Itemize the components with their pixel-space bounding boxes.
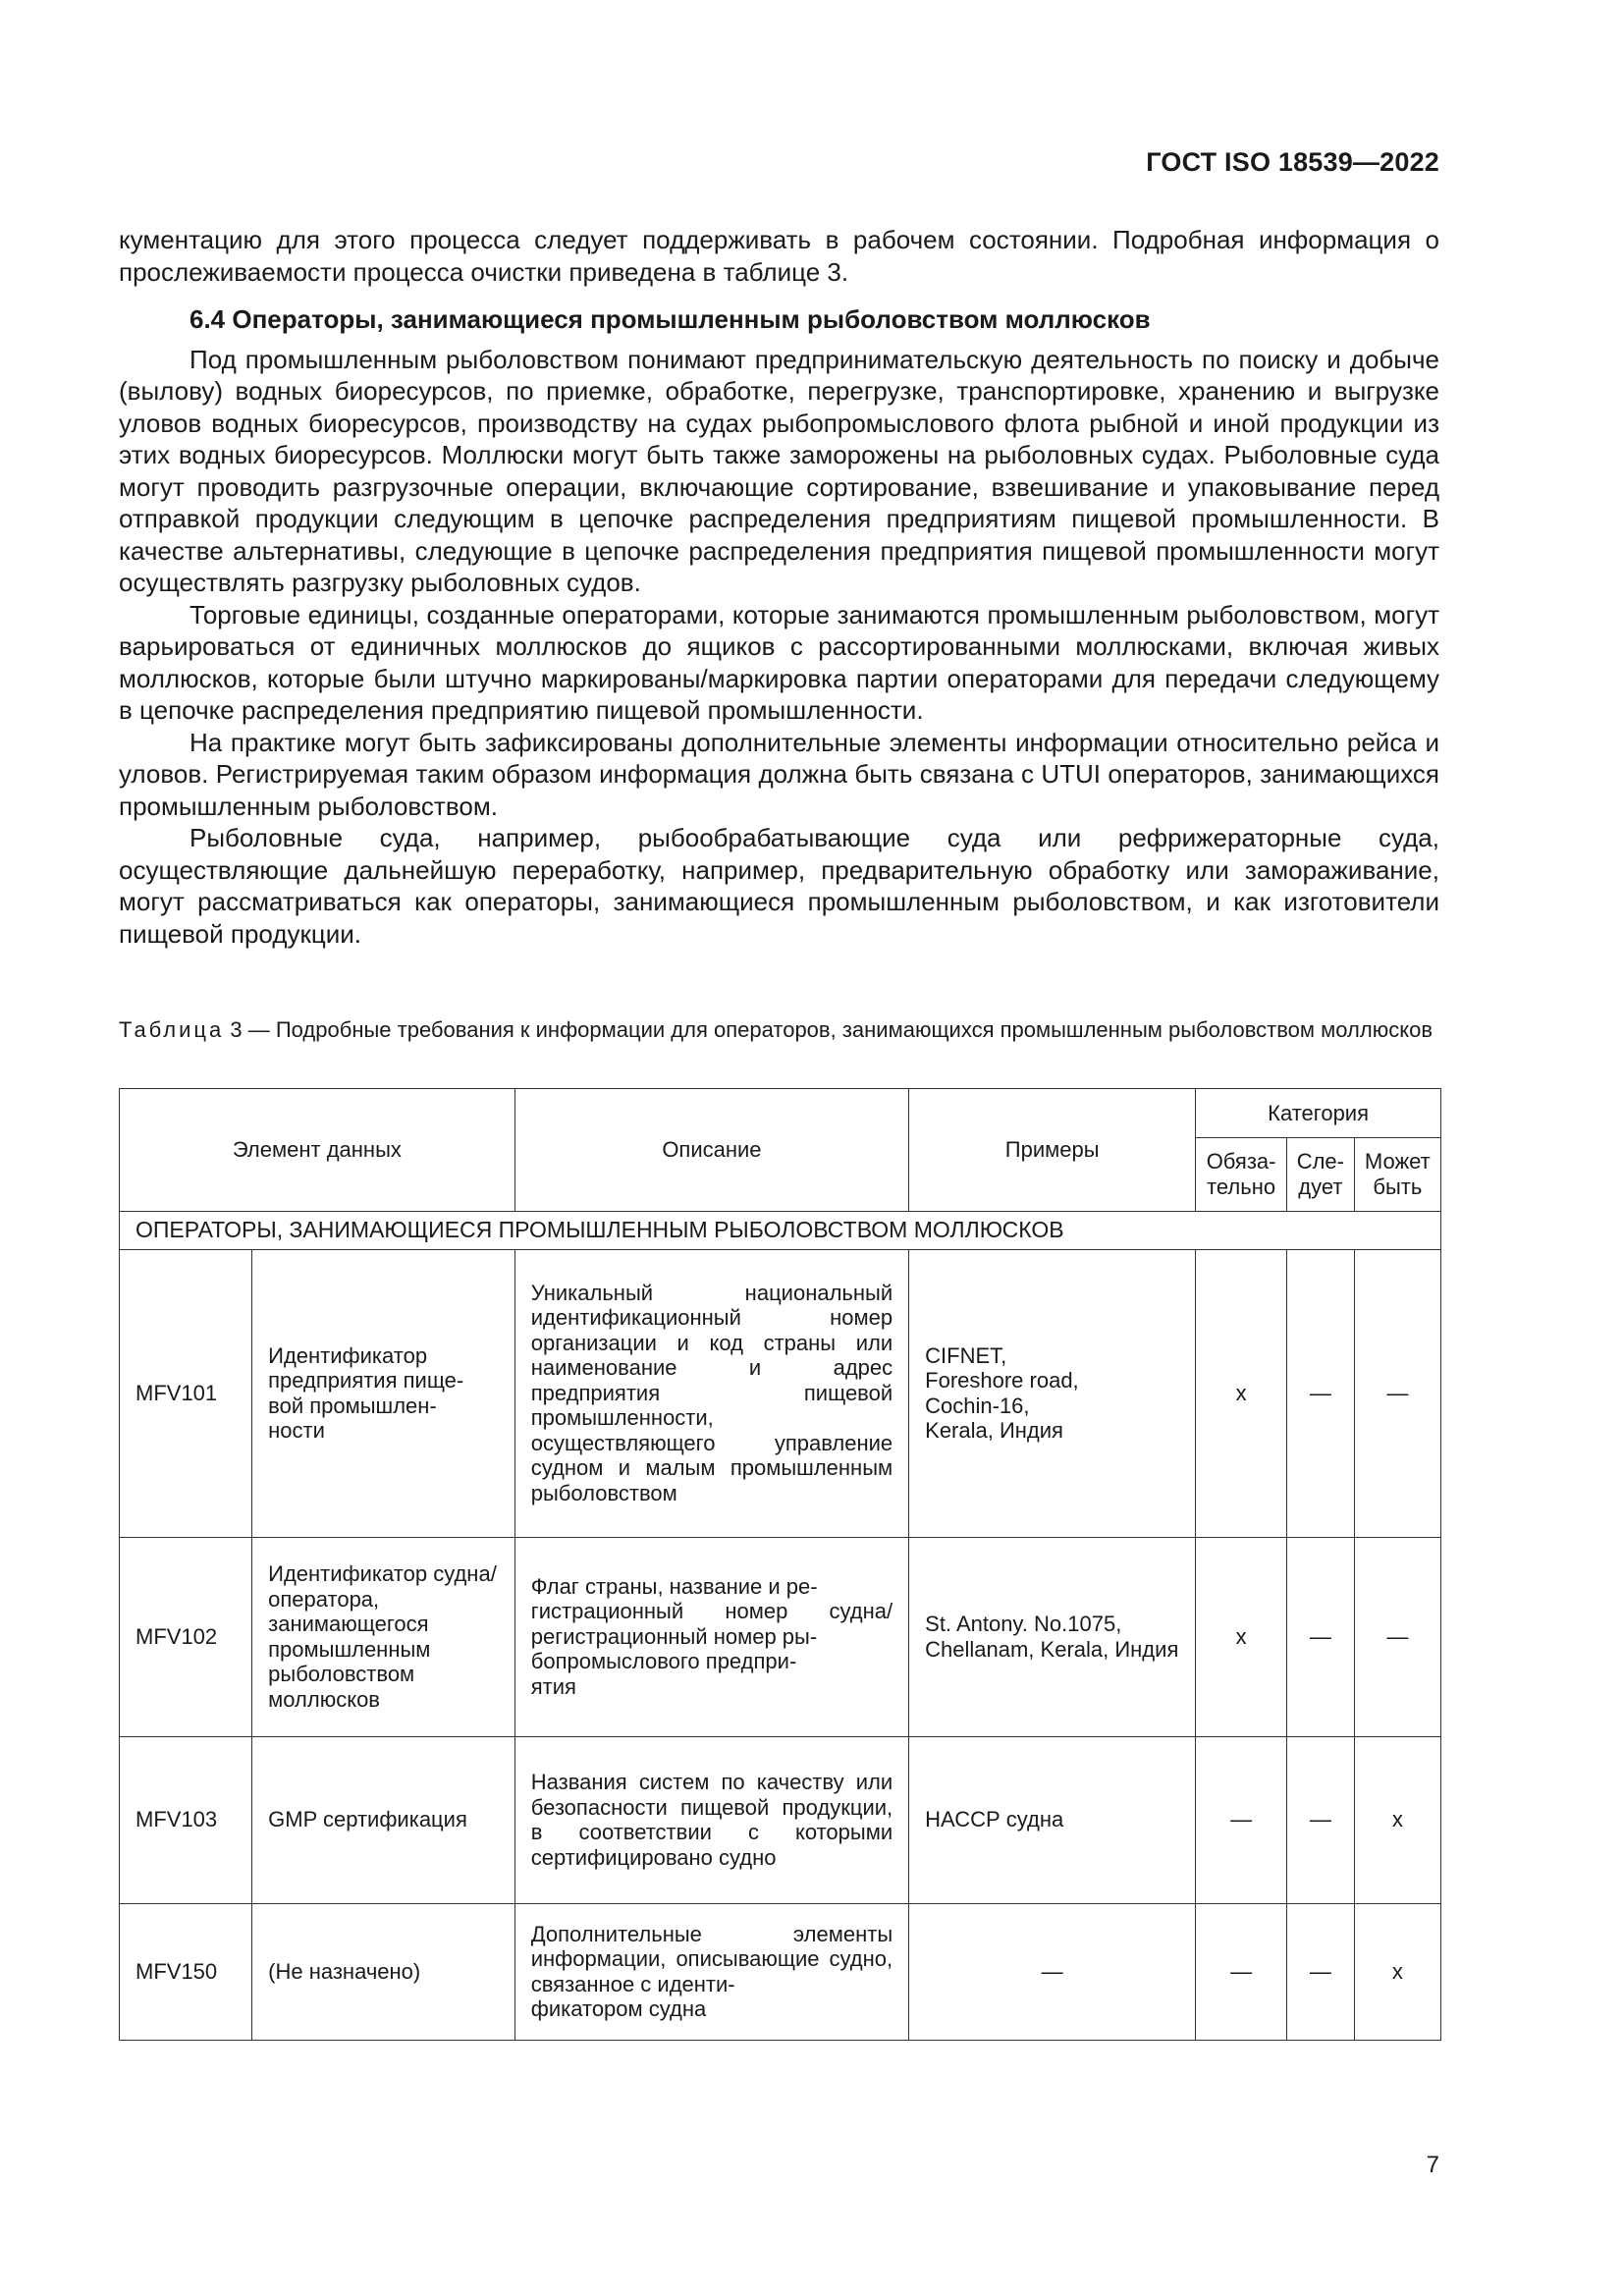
row-description: Названия систем по качеству или безопасности пищевой продукции, в соответствии с которыми сертифицировано судно — [514, 1736, 908, 1903]
paragraph: Торговые единицы, созданные операторами, которые занимаются промышленным рыболовством, могут варьироваться от единичных моллюсков до ящиков с рассортированными моллюсками, включая живых моллюсков, которые были штучно маркированы/маркировка партии операторами для передачи следующему в цепочке распределения предприятию пищевой промышленности. — [119, 599, 1439, 725]
requirements-table — [119, 1088, 1441, 2041]
row-description: Дополнительные элементы информации, описывающие судно, связанное с иденти- фикатором судна — [514, 1903, 908, 2040]
row-description: Уникальный национальный идентификационный номер организации и код страны или наименование и адрес предприятия пищевой промышленности, осуществляющего управление судном и малым промышленным рыболовством — [514, 1249, 908, 1537]
header-should: Сле- дует — [1287, 1137, 1355, 1211]
row-example: St. Antony. No.1075, Chellanam, Kerala, Индия — [909, 1537, 1196, 1736]
row-should: — — [1287, 1249, 1355, 1537]
header-mandatory: Обяза- тельно — [1196, 1137, 1287, 1211]
table-caption-label: Таблица — [119, 1017, 225, 1042]
row-example: — — [909, 1903, 1196, 2040]
body-text — [119, 224, 1439, 950]
row-code: MFV103 — [120, 1736, 252, 1903]
row-mandatory: — — [1196, 1736, 1287, 1903]
standard-designation: ГОСТ ISO 18539—2022 — [1146, 147, 1439, 177]
row-name: Идентификатор предприятия пище- вой промышлен- ности — [252, 1249, 515, 1537]
table-row — [120, 1249, 1441, 1537]
table-section-row — [120, 1212, 1441, 1250]
table-caption — [119, 1015, 1439, 1044]
row-code: MFV150 — [120, 1903, 252, 2040]
row-description: Флаг страны, название и ре- гистрационный номер судна/ регистрационный номер ры- бопромыслового предпри- ятия — [514, 1537, 908, 1736]
row-may: x — [1354, 1903, 1440, 2040]
paragraph: На практике могут быть зафиксированы дополнительные элементы информации относительно рейса и уловов. Регистрируемая таким образом информация должна быть связана с UTUI операторов, занимающихся промышленным рыболовством. — [119, 727, 1439, 821]
row-should: — — [1287, 1537, 1355, 1736]
row-name: Идентификатор судна/оператора, занимающегося промышленным рыболовством моллюсков — [252, 1537, 515, 1736]
row-mandatory: x — [1196, 1249, 1287, 1537]
table-row — [120, 1736, 1441, 1903]
table-row — [120, 1903, 1441, 2040]
section-heading: 6.4 Операторы, занимающиеся промышленным рыболовством моллюсков — [189, 304, 1151, 334]
row-may: — — [1354, 1249, 1440, 1537]
table-caption-text: 3 — Подробные требования к информации для операторов, занимающихся промышленным рыболовством моллюсков — [230, 1017, 1433, 1042]
row-mandatory: — — [1196, 1903, 1287, 2040]
header-element: Элемент данных — [120, 1089, 515, 1212]
row-code: MFV101 — [120, 1249, 252, 1537]
header-description: Описание — [514, 1089, 908, 1212]
row-name: (Не назначено) — [252, 1903, 515, 2040]
header-examples: Примеры — [909, 1089, 1196, 1212]
row-may: — — [1354, 1537, 1440, 1736]
header-may: Может быть — [1354, 1137, 1440, 1211]
row-name: GMP сертификация — [252, 1736, 515, 1903]
page-number: 7 — [1426, 2152, 1439, 2178]
section-title: ОПЕРАТОРЫ, ЗАНИМАЮЩИЕСЯ ПРОМЫШЛЕННЫМ РЫБОЛОВСТВОМ МОЛЛЮСКОВ — [120, 1212, 1441, 1250]
paragraph-continuation: кументацию для этого процесса следует поддерживать в рабочем состоянии. Подробная информация о прослеживаемости процесса очистки приведена в таблице 3. — [119, 225, 1439, 287]
table-header-row — [120, 1089, 1441, 1138]
row-may: x — [1354, 1736, 1440, 1903]
row-code: MFV102 — [120, 1537, 252, 1736]
row-example: НАССР судна — [909, 1736, 1196, 1903]
header-category: Категория — [1196, 1089, 1441, 1138]
row-mandatory: x — [1196, 1537, 1287, 1736]
paragraph: Под промышленным рыболовством понимают предпринимательскую деятельность по поиску и добыче (вылову) водных биоресурсов, по приемке, обработке, перегрузке, транспортировке, хранению и выгрузке уловов водных биоресурсов, производству на судах рыбопромыслового флота рыбной и иной продукции из этих водных биоресурсов. Моллюски могут быть также заморожены на рыболовных судах. Рыболовные суда могут проводить разгрузочные операции, включающие сортирование, взвешивание и упаковывание перед отправкой продукции следующим в цепочке распределения предприятиям пищевой промышленности. В качестве альтернативы, следующие в цепочке распределения предприятия пищевой промышленности могут осуществлять разгрузку рыболовных судов. — [119, 344, 1439, 597]
row-example: CIFNET, Foreshore road, Cochin-16, Kerala, Индия — [909, 1249, 1196, 1537]
row-should: — — [1287, 1903, 1355, 2040]
paragraph: Рыболовные суда, например, рыбообрабатывающие суда или рефрижераторные суда, осуществляющие дальнейшую переработку, например, предварительную обработку или замораживание, могут рассматриваться как операторы, занимающиеся промышленным рыболовством, и как изготовители пищевой продукции. — [119, 823, 1439, 949]
table-row — [120, 1537, 1441, 1736]
row-should: — — [1287, 1736, 1355, 1903]
